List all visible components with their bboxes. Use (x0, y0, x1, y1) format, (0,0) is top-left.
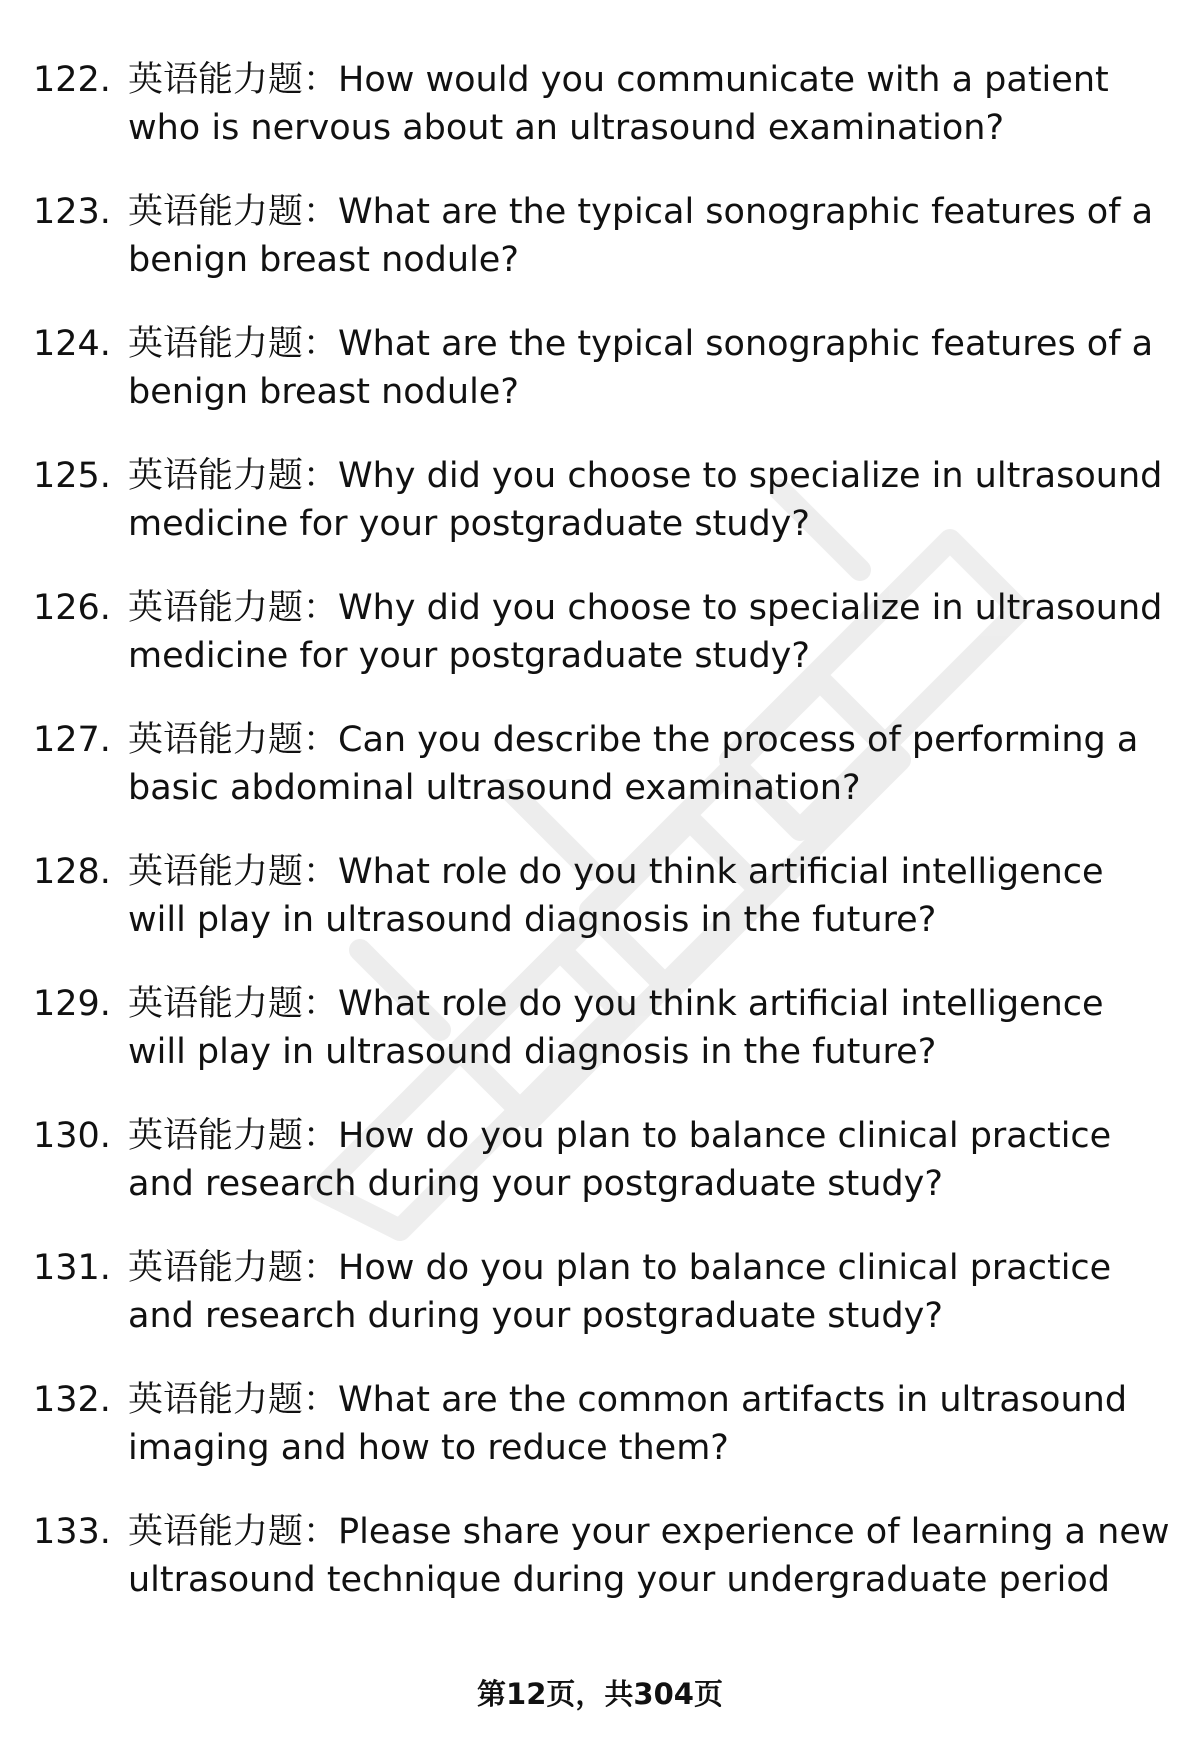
question-line: 英语能力题：What are the typical sonographic features of a (128, 324, 1154, 364)
question-number: 125. (33, 456, 111, 496)
question-line: 英语能力题：What are the common artifacts in ultrasound (128, 1380, 1128, 1420)
list-item (0, 320, 1200, 452)
question-line: 英语能力题：Why did you choose to specialize in ultrasound (128, 456, 1163, 496)
question-line: and research during your postgraduate study? (128, 1164, 943, 1204)
question-text (128, 188, 1178, 284)
question-line: benign breast nodule? (128, 372, 519, 412)
question-line: ultrasound technique during your undergraduate period (128, 1560, 1110, 1600)
question-text (128, 716, 1178, 812)
question-number: 127. (33, 720, 111, 760)
question-text (128, 1112, 1178, 1208)
question-text (128, 452, 1178, 548)
question-number: 126. (33, 588, 111, 628)
question-number: 124. (33, 324, 111, 364)
question-line: 英语能力题：What role do you think artificial intelligence (128, 852, 1104, 892)
list-item (0, 1508, 1200, 1640)
question-line: and research during your postgraduate study? (128, 1296, 943, 1336)
question-text (128, 1244, 1178, 1340)
question-line: medicine for your postgraduate study? (128, 636, 810, 676)
question-number: 133. (33, 1512, 111, 1552)
question-text (128, 980, 1178, 1076)
question-text (128, 1376, 1178, 1472)
question-line: 英语能力题：Can you describe the process of performing a (128, 720, 1139, 760)
question-number: 132. (33, 1380, 111, 1420)
question-line: 英语能力题：Why did you choose to specialize in ultrasound (128, 588, 1163, 628)
list-item (0, 848, 1200, 980)
question-number: 130. (33, 1116, 111, 1156)
question-text (128, 1508, 1178, 1604)
question-line: imaging and how to reduce them? (128, 1428, 729, 1468)
question-line: 英语能力题：How would you communicate with a patient (128, 60, 1109, 100)
list-item (0, 584, 1200, 716)
list-item (0, 188, 1200, 320)
question-number: 128. (33, 852, 111, 892)
question-text (128, 848, 1178, 944)
question-line: benign breast nodule? (128, 240, 519, 280)
question-line: who is nervous about an ultrasound examination? (128, 108, 1005, 148)
question-line: 英语能力题：What role do you think artificial intelligence (128, 984, 1104, 1024)
question-line: 英语能力题：What are the typical sonographic features of a (128, 192, 1154, 232)
question-line: 英语能力题：How do you plan to balance clinical practice (128, 1248, 1112, 1288)
list-item (0, 56, 1200, 188)
question-line: medicine for your postgraduate study? (128, 504, 810, 544)
question-line: basic abdominal ultrasound examination? (128, 768, 861, 808)
list-item (0, 980, 1200, 1112)
question-list (0, 56, 1200, 1640)
question-line: will play in ultrasound diagnosis in the future? (128, 900, 937, 940)
list-item (0, 1244, 1200, 1376)
question-line: 英语能力题：Please share your experience of learning a new (128, 1512, 1170, 1552)
page-indicator: 第12页，共304页 (477, 1677, 723, 1711)
list-item (0, 1376, 1200, 1508)
question-text (128, 584, 1178, 680)
question-text (128, 320, 1178, 416)
list-item (0, 1112, 1200, 1244)
question-line: 英语能力题：How do you plan to balance clinical practice (128, 1116, 1112, 1156)
question-number: 123. (33, 192, 111, 232)
question-line: will play in ultrasound diagnosis in the future? (128, 1032, 937, 1072)
question-number: 122. (33, 60, 111, 100)
list-item (0, 452, 1200, 584)
question-number: 129. (33, 984, 111, 1024)
question-number: 131. (33, 1248, 111, 1288)
question-text (128, 56, 1178, 152)
list-item (0, 716, 1200, 848)
